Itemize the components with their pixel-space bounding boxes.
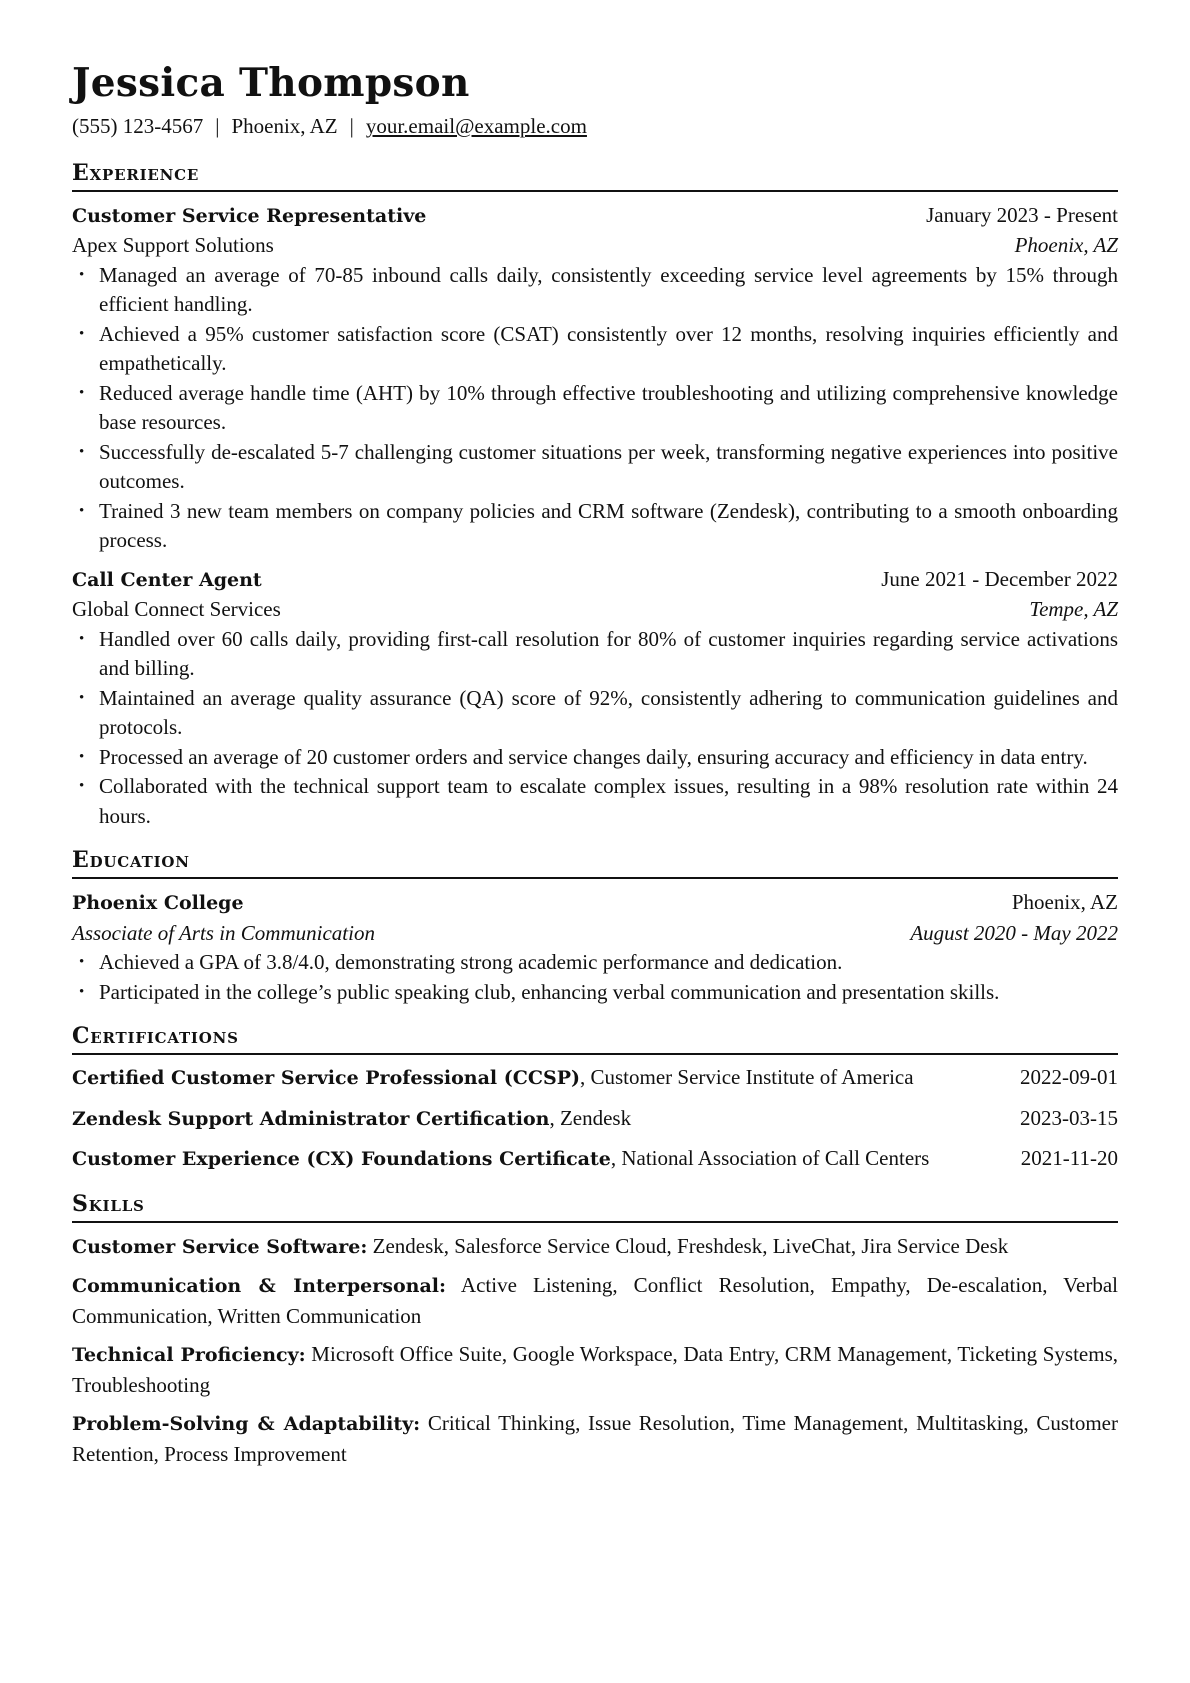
bullet-icon: • (79, 384, 85, 401)
job-title: Customer Service Representative (72, 204, 427, 227)
contact-line (72, 112, 1118, 142)
school-location: Phoenix, AZ (1011, 890, 1118, 914)
job-title: Call Center Agent (72, 568, 262, 591)
bullet-text: Achieved a 95% customer satisfaction score (CSAT) consistently over 12 months, resolving inquiries efficiently and empathetically. (99, 321, 1118, 375)
bullet-list (72, 625, 1118, 832)
certification-date: 2021-11-20 (1020, 1146, 1118, 1170)
job-location: Phoenix, AZ (1014, 233, 1118, 257)
section-heading-education: Education (72, 845, 1118, 879)
skill-item (72, 1409, 1118, 1469)
job-dates: June 2021 - December 2022 (881, 566, 1118, 591)
list-item (72, 320, 1118, 379)
certification-issuer: , Zendesk (549, 1105, 632, 1130)
skill-category: Customer Service Software: (72, 1235, 368, 1258)
location: Phoenix, AZ (231, 114, 338, 138)
bullet-text: Achieved a GPA of 3.8/4.0, demonstrating strong academic performance and dedication. (99, 950, 843, 974)
school-name: Phoenix College (72, 892, 244, 914)
company-name: Apex Support Solutions (72, 233, 274, 257)
skill-values: Zendesk, Salesforce Service Cloud, Freshdesk, LiveChat, Jira Service Desk (367, 1233, 1009, 1258)
list-item (72, 261, 1118, 320)
skill-category: Problem-Solving & Adaptability: (72, 1413, 421, 1435)
degree: Associate of Arts in Communication (72, 920, 375, 945)
job-location: Tempe, AZ (1029, 597, 1118, 621)
bullet-icon: • (79, 325, 85, 342)
bullet-icon: • (79, 630, 85, 647)
job-dates: January 2023 - Present (926, 202, 1118, 227)
skill-values: Critical Thinking, Issue Resolution, Time Management, Multitasking, Customer Retention, Process Improvement (72, 1411, 1118, 1466)
experience-entry (72, 565, 1118, 832)
list-item (72, 772, 1118, 831)
list-item (72, 978, 1118, 1008)
certification-name: Customer Experience (CX) Foundations Certificate (72, 1148, 611, 1170)
bullet-icon: • (79, 266, 85, 283)
bullet-text: Participated in the college’s public speaking club, enhancing verbal communication and presentation skills. (99, 979, 1000, 1004)
experience-entry (72, 201, 1118, 556)
bullet-text: Collaborated with the technical support team to escalate complex issues, resulting in a 98% resolution rate within 24 hours. (99, 774, 1118, 828)
skill-values: Active Listening, Conflict Resolution, Empathy, De-escalation, Verbal Communication, Written Communication (72, 1273, 1118, 1328)
certification-item (72, 1144, 1118, 1175)
certification-issuer: , Customer Service Institute of America (579, 1065, 914, 1089)
skill-category: Communication & Interpersonal: (72, 1275, 446, 1297)
candidate-name: Jessica Thompson (72, 60, 470, 106)
bullet-icon: • (79, 778, 85, 794)
skill-category: Technical Proficiency: (72, 1344, 306, 1366)
section-heading-experience: Experience (72, 158, 1118, 192)
list-item (72, 497, 1118, 556)
bullet-text: Managed an average of 70-85 inbound calls daily, consistently exceeding service level agreements by 15% through efficient handling. (99, 262, 1118, 316)
bullet-text: Reduced average handle time (AHT) by 10% through effective troubleshooting and utilizing comprehensive knowledge base resources. (99, 380, 1118, 434)
education-dates: August 2020 - May 2022 (910, 920, 1118, 945)
certification-date: 2023-03-15 (1020, 1105, 1118, 1130)
company-name: Global Connect Services (72, 597, 281, 621)
skills-list (72, 1232, 1118, 1470)
bullet-icon: • (79, 443, 85, 460)
skill-values: Microsoft Office Suite, Google Workspace, Data Entry, CRM Management, Ticketing Systems, Troubleshooting (72, 1342, 1118, 1397)
bullet-list (72, 948, 1118, 1007)
list-item (72, 743, 1118, 773)
skill-item (72, 1232, 1118, 1263)
email-link[interactable]: your.email@example.com (365, 114, 587, 138)
bullet-icon: • (79, 954, 85, 970)
bullet-text: Trained 3 new team members on company policies and CRM software (Zendesk), contributing to a smooth onboarding process. (99, 498, 1118, 552)
certification-date: 2022-09-01 (1020, 1065, 1118, 1089)
phone-number: (555) 123-4567 (72, 114, 204, 138)
bullet-text: Maintained an average quality assurance (QA) score of 92%, consistently adhering to communication guidelines and protocols. (99, 685, 1118, 739)
bullet-text: Processed an average of 20 customer orders and service changes daily, ensuring accuracy and efficiency in data entry. (99, 744, 1088, 769)
education-entry (72, 888, 1118, 1007)
separator: | (349, 114, 354, 138)
section-heading-certifications: Certifications (72, 1021, 1118, 1055)
bullet-list (72, 261, 1118, 556)
list-item (72, 379, 1118, 438)
list-item (72, 948, 1118, 978)
bullet-icon: • (79, 983, 85, 1000)
separator: | (215, 114, 220, 138)
bullet-icon: • (79, 748, 85, 765)
section-heading-skills: Skills (72, 1189, 1118, 1223)
certification-issuer: , National Association of Call Centers (610, 1146, 930, 1170)
certifications-list (72, 1063, 1118, 1175)
bullet-text: Successfully de-escalated 5-7 challenging customer situations per week, transforming negative experiences into positive outcomes. (99, 439, 1118, 493)
list-item (72, 625, 1118, 684)
certification-item (72, 1063, 1118, 1094)
list-item (72, 684, 1118, 743)
certification-item (72, 1104, 1118, 1135)
certification-name: Certified Customer Service Professional (CCSP) (72, 1067, 580, 1089)
skill-item (72, 1271, 1118, 1331)
bullet-icon: • (79, 689, 85, 706)
skill-item (72, 1340, 1118, 1400)
certification-name: Zendesk Support Administrator Certification (72, 1107, 550, 1130)
bullet-icon: • (79, 502, 85, 519)
list-item (72, 438, 1118, 497)
bullet-text: Handled over 60 calls daily, providing first-call resolution for 80% of customer inquiries regarding service activations and billing. (99, 626, 1118, 680)
